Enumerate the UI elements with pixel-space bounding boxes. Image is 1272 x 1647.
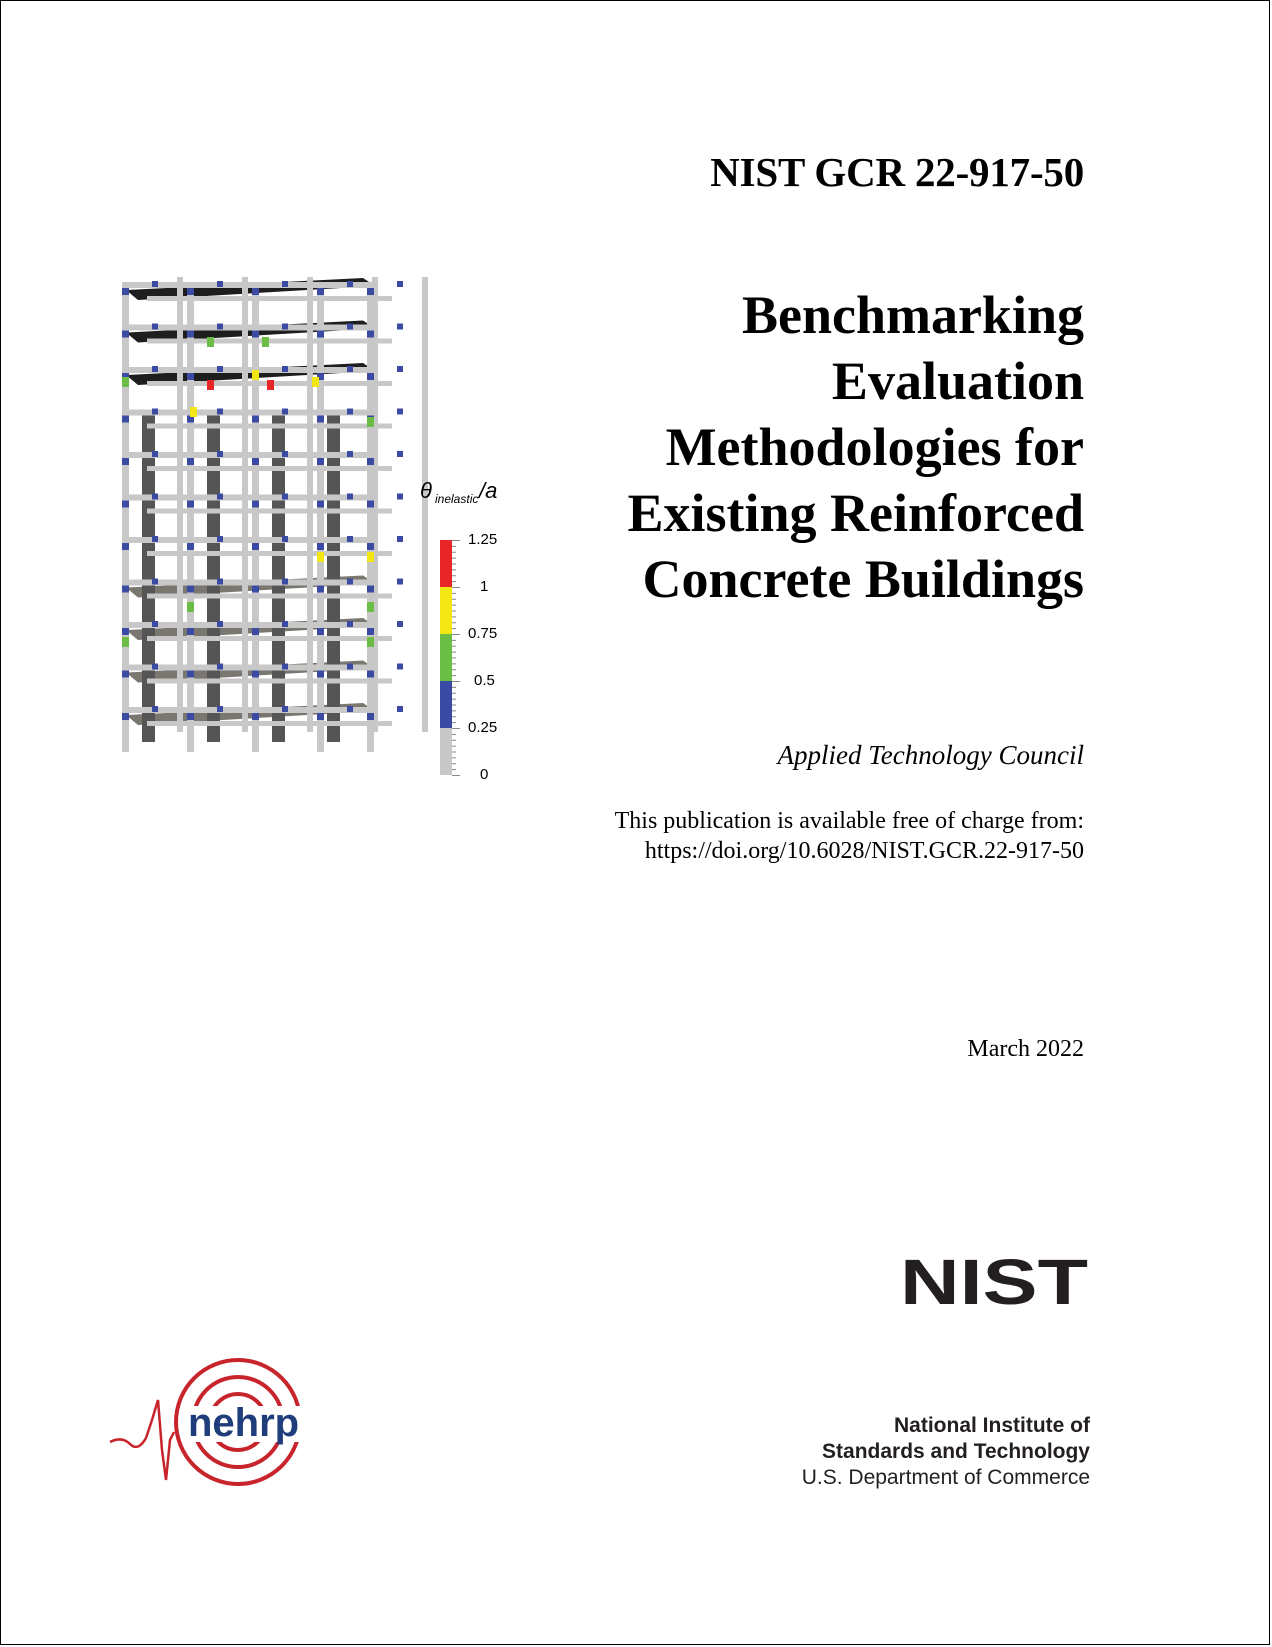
- beam: [147, 551, 392, 556]
- hinge-marker: [152, 366, 158, 372]
- scale-tick: [452, 564, 456, 565]
- hinge-marker: [347, 536, 353, 542]
- hinge-marker: [217, 621, 223, 627]
- scale-tick: [452, 552, 456, 553]
- beam: [147, 636, 392, 641]
- availability-text: This publication is available free of charge from:: [614, 808, 1084, 834]
- hinge-marker: [217, 451, 223, 457]
- hinge-marker-highlight: [187, 602, 194, 612]
- scale-label: 0.5: [474, 672, 495, 689]
- scale-tick: [452, 705, 456, 706]
- hinge-marker: [152, 324, 158, 330]
- title-line: Methodologies for: [665, 417, 1084, 477]
- hinge-marker: [347, 451, 353, 457]
- scale-tick: [452, 546, 456, 547]
- scale-tick: [452, 558, 456, 559]
- building-model-figure: [112, 262, 518, 808]
- hinge-marker-highlight: [317, 552, 324, 562]
- nist-department: U.S. Department of Commerce: [801, 1466, 1090, 1489]
- hinge-marker: [152, 664, 158, 670]
- scale-tick: [452, 681, 460, 682]
- hinge-marker: [187, 543, 194, 550]
- hinge-marker: [397, 621, 403, 627]
- scale-tick: [452, 734, 456, 735]
- column: [177, 277, 183, 732]
- hinge-marker: [252, 288, 259, 295]
- scale-band-blue: [440, 681, 452, 728]
- hinge-marker: [367, 713, 374, 720]
- scale-tick: [452, 710, 456, 711]
- scale-tick: [452, 540, 460, 541]
- hinge-marker: [122, 543, 129, 550]
- nist-logo: [760, 1248, 1090, 1489]
- scale-tick: [452, 693, 456, 694]
- hinge-marker: [347, 409, 353, 415]
- hinge-marker: [122, 501, 129, 508]
- nist-wordmark-text: NIST: [900, 1248, 1088, 1310]
- column: [242, 277, 248, 732]
- scale-label: 0.25: [468, 719, 498, 736]
- hinge-marker: [122, 713, 129, 720]
- nist-wordmark: [900, 1248, 1090, 1310]
- scale-tick: [452, 587, 460, 588]
- report-title: [628, 282, 1085, 612]
- nehrp-logo: [108, 1340, 348, 1490]
- scale-tick: [452, 740, 456, 741]
- beam: [122, 410, 374, 416]
- beam: [122, 495, 374, 501]
- hinge-marker: [152, 409, 158, 415]
- legend-suffix: /a: [479, 478, 498, 503]
- hinge-marker-highlight: [207, 337, 214, 347]
- hinge-marker: [317, 586, 324, 593]
- hinge-marker: [282, 451, 288, 457]
- hinge-marker: [152, 536, 158, 542]
- hinge-marker: [347, 664, 353, 670]
- hinge-marker: [217, 366, 223, 372]
- hinge-marker: [122, 288, 129, 295]
- scale-tick: [452, 616, 456, 617]
- hinge-marker: [122, 416, 129, 423]
- hinge-marker: [347, 494, 353, 500]
- hinge-marker-highlight: [312, 377, 319, 387]
- hinge-marker: [397, 409, 403, 415]
- hinge-marker: [187, 288, 194, 295]
- hinge-marker: [317, 671, 324, 678]
- hinge-marker: [317, 458, 324, 465]
- column: [307, 277, 313, 732]
- hinge-marker: [217, 409, 223, 415]
- hinge-marker: [152, 706, 158, 712]
- hinge-marker: [367, 288, 374, 295]
- hinge-marker: [122, 628, 129, 635]
- hinge-marker: [152, 451, 158, 457]
- hinge-marker-highlight: [367, 637, 374, 647]
- hinge-marker: [152, 281, 158, 287]
- hinge-marker: [317, 713, 324, 720]
- scale-tick: [452, 728, 460, 729]
- hinge-marker: [252, 713, 259, 720]
- hinge-marker: [252, 628, 259, 635]
- scale-tick: [452, 775, 460, 776]
- beam: [147, 509, 392, 514]
- hinge-marker: [397, 706, 403, 712]
- beam: [122, 665, 374, 671]
- scale-label: 1.25: [468, 531, 498, 548]
- beam: [122, 325, 374, 331]
- scale-band-gray: [440, 728, 452, 775]
- scale-band-yellow: [440, 587, 452, 634]
- hinge-marker-highlight: [367, 602, 374, 612]
- hinge-marker: [317, 331, 324, 338]
- scale-tick: [452, 663, 456, 664]
- hinge-marker-highlight: [190, 407, 197, 417]
- building-frame: [122, 277, 428, 752]
- hinge-marker: [187, 501, 194, 508]
- nist-name-line-1: National Institute of: [894, 1414, 1090, 1437]
- hinge-marker-highlight: [207, 380, 214, 390]
- hinge-marker: [282, 494, 288, 500]
- title-line: Evaluation: [831, 351, 1084, 411]
- hinge-marker: [317, 416, 324, 423]
- scale-tick: [452, 599, 456, 600]
- hinge-marker: [367, 586, 374, 593]
- hinge-marker: [252, 671, 259, 678]
- hinge-marker: [282, 536, 288, 542]
- hinge-marker: [217, 706, 223, 712]
- beam: [147, 424, 392, 429]
- scale-label: 0.75: [468, 625, 498, 642]
- hinge-marker: [252, 586, 259, 593]
- column: [422, 277, 428, 732]
- hinge-marker: [217, 579, 223, 585]
- hinge-marker: [397, 536, 403, 542]
- scale-tick: [452, 581, 456, 582]
- hinge-marker: [397, 366, 403, 372]
- beam: [147, 339, 392, 344]
- scale-tick: [452, 752, 456, 753]
- hinge-marker: [252, 543, 259, 550]
- hinge-marker: [367, 543, 374, 550]
- hinge-marker: [152, 621, 158, 627]
- hinge-marker: [347, 281, 353, 287]
- scale-tick: [452, 675, 456, 676]
- scale-tick: [452, 593, 456, 594]
- beam: [122, 452, 374, 458]
- hinge-marker: [122, 671, 129, 678]
- hinge-marker: [397, 281, 403, 287]
- hinge-marker: [187, 713, 194, 720]
- hinge-marker: [282, 281, 288, 287]
- publication-date: March 2022: [967, 1036, 1084, 1062]
- hinge-marker: [282, 664, 288, 670]
- hinge-marker-highlight: [122, 637, 129, 647]
- legend-subscript: inelastic: [435, 492, 479, 506]
- hinge-marker-highlight: [367, 552, 374, 562]
- hinge-marker: [367, 671, 374, 678]
- beam: [122, 622, 374, 628]
- scale-tick: [452, 757, 456, 758]
- hinge-marker-highlight: [262, 337, 269, 347]
- shear-wall: [327, 412, 340, 742]
- scale-band-green: [440, 634, 452, 681]
- scale-tick: [452, 634, 460, 635]
- hinge-marker: [397, 324, 403, 330]
- hinge-marker: [367, 458, 374, 465]
- scale-tick: [452, 646, 456, 647]
- scale-tick: [452, 716, 456, 717]
- beam: [147, 296, 392, 301]
- beam: [122, 282, 374, 288]
- scale-tick: [452, 763, 456, 764]
- scale-tick: [452, 569, 456, 570]
- hinge-marker-highlight: [252, 370, 259, 380]
- scale-tick: [452, 628, 456, 629]
- hinge-marker: [347, 324, 353, 330]
- scale-ticks: [452, 540, 460, 776]
- scale-tick: [452, 746, 456, 747]
- beam: [147, 594, 392, 599]
- hinge-marker: [217, 281, 223, 287]
- scale-tick: [452, 622, 456, 623]
- hinge-marker: [317, 288, 324, 295]
- hinge-marker: [282, 366, 288, 372]
- hinge-marker: [282, 706, 288, 712]
- column: [122, 282, 129, 752]
- hinge-marker: [217, 536, 223, 542]
- title-line: Concrete Buildings: [642, 549, 1084, 609]
- hinge-marker: [187, 628, 194, 635]
- scale-tick: [452, 687, 456, 688]
- hinge-marker: [397, 579, 403, 585]
- hinge-marker: [367, 501, 374, 508]
- scale-label: 1: [480, 578, 489, 595]
- hinge-marker: [187, 586, 194, 593]
- scale-tick: [452, 769, 456, 770]
- hinge-marker: [317, 543, 324, 550]
- beam: [147, 466, 392, 471]
- legend-symbol: θ: [420, 478, 432, 503]
- scale-tick: [452, 658, 456, 659]
- hinge-marker: [217, 324, 223, 330]
- hinge-marker: [217, 664, 223, 670]
- hinge-marker: [122, 458, 129, 465]
- hinge-marker: [397, 451, 403, 457]
- hinge-marker: [252, 458, 259, 465]
- scale-tick: [452, 722, 456, 723]
- scale-tick: [452, 652, 456, 653]
- hinge-marker-highlight: [122, 377, 129, 387]
- hinge-marker: [187, 331, 194, 338]
- nist-name-line-2: Standards and Technology: [822, 1440, 1090, 1463]
- beam: [122, 367, 374, 373]
- hinge-marker: [317, 501, 324, 508]
- shear-wall: [272, 412, 285, 742]
- hinge-marker: [397, 494, 403, 500]
- hinge-marker: [122, 331, 129, 338]
- hinge-marker: [347, 621, 353, 627]
- author: Applied Technology Council: [777, 740, 1084, 770]
- scale-band-red: [440, 540, 452, 587]
- title-line: Existing Reinforced: [627, 483, 1084, 543]
- shear-wall: [142, 412, 155, 742]
- title-line: Benchmarking: [741, 285, 1084, 345]
- hinge-marker: [347, 579, 353, 585]
- hinge-marker: [187, 373, 194, 380]
- scale-tick: [452, 575, 456, 576]
- hinge-marker: [187, 671, 194, 678]
- beam: [147, 679, 392, 684]
- availability: [615, 806, 1084, 866]
- hinge-marker: [282, 621, 288, 627]
- hinge-marker: [282, 579, 288, 585]
- hinge-marker: [367, 628, 374, 635]
- hinge-marker: [252, 501, 259, 508]
- hinge-marker: [252, 416, 259, 423]
- hinge-marker: [252, 331, 259, 338]
- report-number: NIST GCR 22-917-50: [710, 149, 1084, 195]
- hinge-marker: [317, 628, 324, 635]
- scale-tick: [452, 699, 456, 700]
- hinge-marker-highlight: [267, 380, 274, 390]
- scale-tick: [452, 611, 456, 612]
- hinge-marker-highlight: [367, 417, 374, 427]
- shear-wall: [207, 412, 220, 742]
- hinge-marker: [152, 494, 158, 500]
- hinge-marker: [217, 494, 223, 500]
- beam: [147, 721, 392, 726]
- hinge-marker: [187, 458, 194, 465]
- hinge-marker: [397, 664, 403, 670]
- hinge-marker: [282, 324, 288, 330]
- hinge-marker: [347, 366, 353, 372]
- hinge-marker: [122, 586, 129, 593]
- hinge-marker: [347, 706, 353, 712]
- hinge-marker: [152, 579, 158, 585]
- scale-label: 0: [480, 766, 489, 783]
- color-scale-legend: [420, 478, 497, 783]
- beam: [122, 580, 374, 586]
- hinge-marker: [367, 331, 374, 338]
- scale-tick: [452, 669, 456, 670]
- nehrp-wordmark: nehrp: [188, 1401, 300, 1445]
- hinge-marker: [282, 409, 288, 415]
- doi-link[interactable]: https://doi.org/10.6028/NIST.GCR.22-917-50: [644, 838, 1084, 864]
- scale-tick: [452, 605, 456, 606]
- beam: [122, 707, 374, 713]
- scale-tick: [452, 640, 456, 641]
- hinge-marker: [367, 373, 374, 380]
- beam: [122, 537, 374, 543]
